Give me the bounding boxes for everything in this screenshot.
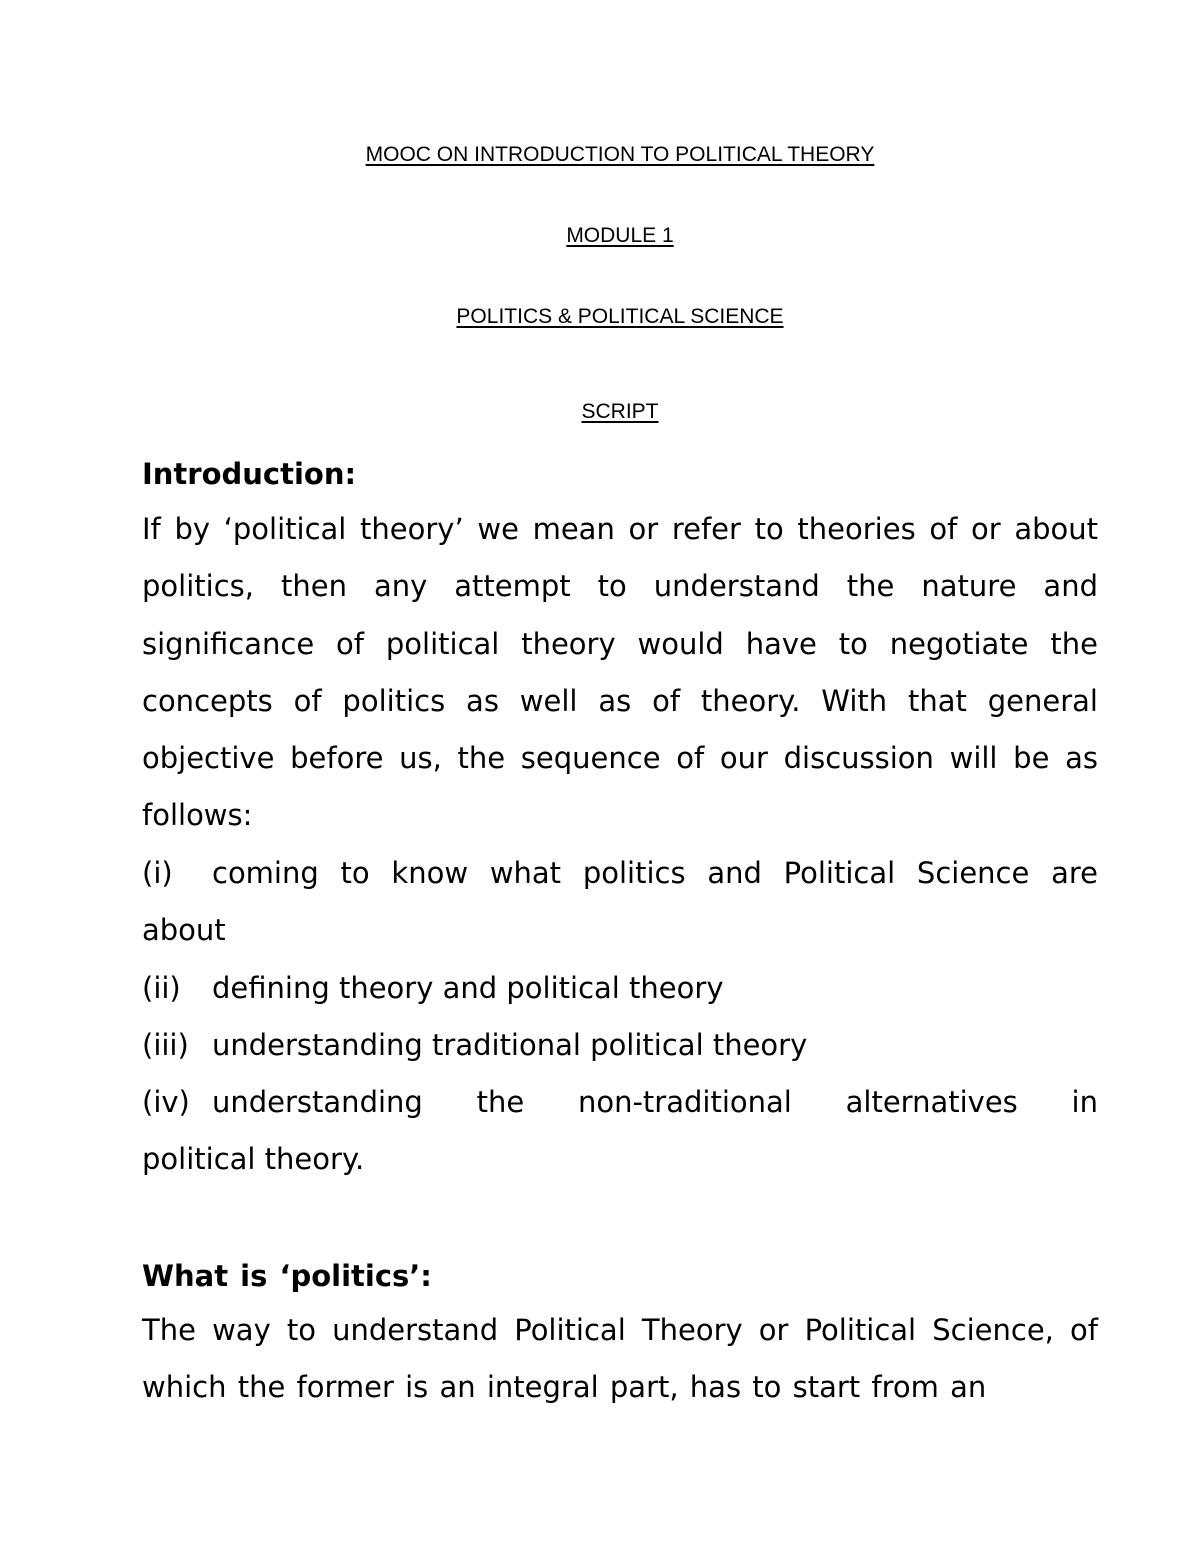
list-item-continuation: political theory. [142, 1142, 365, 1177]
list-item-text [212, 1074, 1098, 1131]
list-item-text: understanding traditional political theory [212, 1027, 808, 1062]
list-item-number: (iii) [142, 1027, 189, 1062]
list-item-text: defining theory and political theory [212, 970, 724, 1005]
list-item [142, 960, 1098, 1017]
script-heading: SCRIPT [581, 400, 659, 423]
politics-paragraph: The way to understand Political Theory or Political Science, of which the former is an integral part, has to start from an [142, 1313, 1098, 1405]
list-item [142, 1074, 1098, 1131]
list-item-number: (ii) [142, 970, 181, 1005]
list-item-text [212, 845, 1098, 902]
list-item-text-line: understanding the non-traditional alternatives in [212, 1085, 1098, 1120]
list-item-continuation: about [142, 913, 226, 948]
list-item-number: (i) [142, 856, 173, 890]
introduction-paragraph: If by ‘political theory’ we mean or refer to theories of or about politics, then any attempt to understand the nature and significance of political theory would have to negotiate the concepts of politics as well as of theory. With that general objective before us, the sequence of our discussion will be as follows: [142, 512, 1098, 833]
document-title: MOOC ON INTRODUCTION TO POLITICAL THEORY [365, 143, 875, 166]
politics-heading: What is ‘politics’: [142, 1259, 432, 1293]
subject-heading: POLITICS & POLITICAL SCIENCE [456, 305, 784, 328]
module-heading: MODULE 1 [566, 224, 674, 247]
list-item [142, 845, 1098, 902]
introduction-heading: Introduction: [142, 457, 357, 491]
list-item [142, 1017, 1098, 1074]
list-item-number: (iv) [142, 1085, 190, 1120]
discussion-sequence-list [142, 845, 1098, 1189]
list-item-text-line: coming to know what politics and Political Science are [212, 856, 1098, 890]
